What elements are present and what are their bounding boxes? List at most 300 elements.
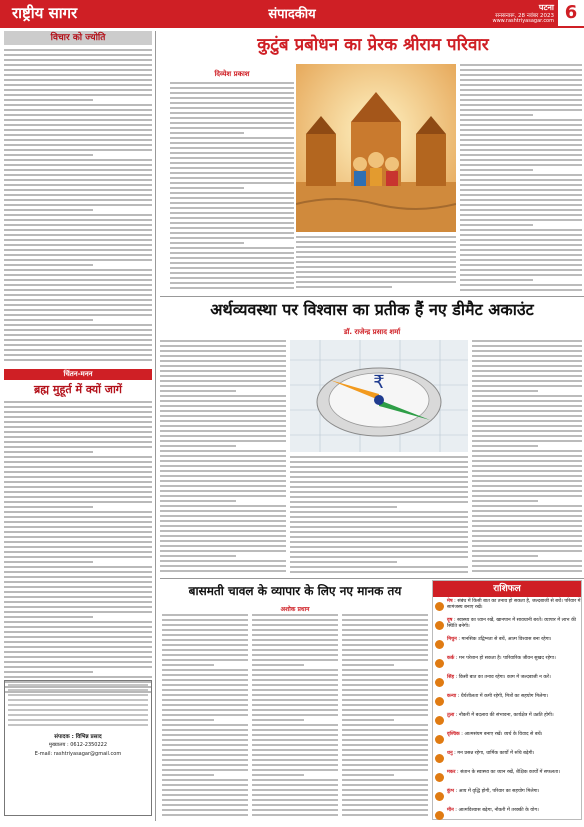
text-line	[4, 506, 93, 508]
rashifal-sign-name: कुंभ	[447, 789, 455, 794]
text-line	[160, 395, 286, 397]
text-line	[290, 551, 468, 553]
text-line	[252, 669, 338, 671]
text-line	[170, 287, 294, 289]
rashifal-prediction: आत्मविश्वास बढ़ेगा, नौकरी में तरक्की के योग।	[458, 808, 539, 813]
text-line	[170, 272, 294, 274]
text-line	[296, 281, 456, 283]
text-line	[342, 629, 428, 631]
text-line	[342, 639, 428, 641]
website-link[interactable]: www.rashtriyasagar.com	[492, 18, 554, 24]
newspaper-logo: राष्ट्रीय सागर	[12, 4, 78, 22]
text-line	[170, 147, 294, 149]
text-line	[460, 214, 582, 216]
text-line	[162, 619, 248, 621]
text-line	[160, 430, 286, 432]
zodiac-sign-icon	[435, 811, 444, 820]
text-line	[460, 94, 582, 96]
text-line	[4, 536, 152, 538]
text-line	[4, 656, 152, 658]
text-line	[4, 299, 152, 301]
text-line	[472, 500, 538, 502]
text-line	[472, 475, 582, 477]
text-line	[472, 350, 582, 352]
rashifal-sign-name: मेष	[447, 599, 453, 604]
article-1-body-col-1	[170, 82, 294, 294]
text-line	[4, 269, 152, 271]
text-line	[252, 809, 338, 811]
text-line	[460, 184, 582, 186]
zodiac-sign-icon	[435, 792, 444, 801]
text-line	[4, 149, 152, 151]
text-line	[4, 451, 93, 453]
text-line	[162, 724, 248, 726]
text-line	[170, 107, 294, 109]
text-line	[460, 284, 582, 286]
text-line	[290, 556, 468, 558]
text-line	[4, 329, 152, 331]
text-line	[460, 134, 582, 136]
text-line	[160, 370, 286, 372]
text-line	[4, 526, 152, 528]
rashifal-item: कुंभ : आय में वृद्धि होगी, परिवार का सहयोग मिलेगा।	[433, 789, 581, 806]
text-line	[162, 719, 214, 721]
text-line	[460, 229, 582, 231]
text-line	[160, 520, 286, 522]
text-line	[160, 505, 286, 507]
text-line	[162, 684, 248, 686]
text-line	[290, 561, 397, 563]
imprint-email[interactable]: E-mail: rashtriyasagar@gmail.com	[34, 751, 122, 757]
text-line	[342, 654, 428, 656]
text-line	[170, 122, 294, 124]
text-line	[472, 540, 582, 542]
text-line	[460, 89, 582, 91]
rashifal-item: वृश्चिक : आत्मसंयम बनाए रखें। व्यर्थ के विवाद से बचें।	[433, 732, 581, 749]
edition-city: पटना	[538, 3, 554, 12]
text-line	[4, 591, 152, 593]
text-line	[170, 152, 294, 154]
text-line	[342, 794, 428, 796]
text-line	[160, 475, 286, 477]
article-2-byline: डॉ. राजेन्द्र प्रसाद शर्मा	[343, 328, 401, 336]
text-line	[4, 606, 152, 608]
text-line	[162, 674, 248, 676]
page-number: 6	[558, 0, 584, 26]
text-line	[472, 425, 582, 427]
text-line	[170, 157, 294, 159]
imprint-phone: मुख्यालय : 0612-2350222	[48, 742, 108, 748]
text-line	[460, 119, 582, 121]
text-line	[4, 314, 152, 316]
text-line	[160, 350, 286, 352]
text-line	[4, 421, 152, 423]
text-line	[4, 501, 152, 503]
text-line	[342, 759, 428, 761]
text-line	[4, 571, 152, 573]
text-line	[472, 465, 582, 467]
text-line	[4, 411, 152, 413]
rashifal-list	[433, 599, 581, 825]
text-line	[4, 294, 152, 296]
text-line	[170, 112, 294, 114]
text-line	[162, 769, 248, 771]
text-line	[170, 207, 294, 209]
rashifal-prediction: स्वास्थ्य का ध्यान रखें, खानपान में सावधानी बरतें। व्यापार में लाभ की स्थिति बनेगी।	[447, 618, 576, 629]
text-line	[472, 565, 582, 567]
rashifal-prediction: आत्मसंयम बनाए रखें। व्यर्थ के विवाद से बचें।	[464, 732, 543, 737]
rashifal-prediction: मानसिक उद्विग्नता से बचें, आत्म विश्वास बना रहेगा।	[461, 637, 552, 642]
rashifal-sign-name: मीन	[447, 808, 454, 813]
text-line	[4, 99, 93, 101]
text-line	[162, 754, 248, 756]
text-line	[472, 560, 582, 562]
text-line	[252, 614, 338, 616]
text-line	[4, 319, 93, 321]
text-line	[8, 699, 148, 701]
text-line	[162, 734, 248, 736]
text-line	[170, 142, 294, 144]
text-line	[290, 466, 468, 468]
text-line	[4, 491, 152, 493]
article-2-body-under-photo	[290, 456, 468, 576]
text-line	[8, 704, 148, 706]
text-line	[460, 269, 582, 271]
article-2-body-col-3	[472, 340, 582, 576]
left-column-body	[4, 49, 152, 365]
text-line	[4, 401, 152, 403]
text-line	[460, 79, 582, 81]
text-line	[472, 390, 538, 392]
text-line	[4, 661, 152, 663]
text-line	[252, 769, 338, 771]
text-line	[472, 355, 582, 357]
text-line	[252, 639, 338, 641]
rashifal-prediction: संबंध में किसी बात का तनाव हो सकता है, जल्दबाजी से बचें। परिवार में सामंजस्य बनाए रखें।	[447, 599, 581, 610]
text-line	[170, 277, 294, 279]
text-line	[160, 510, 286, 512]
left-column-body-2	[4, 401, 152, 697]
rashifal-item: मीन : आत्मविश्वास बढ़ेगा, नौकरी में तरक्की के योग।	[433, 808, 581, 825]
text-line	[342, 689, 428, 691]
text-line	[4, 309, 152, 311]
rashifal-sign-name: कर्क	[447, 656, 455, 661]
text-line	[290, 496, 468, 498]
text-line	[160, 560, 286, 562]
ram-darbar-illustration	[296, 64, 456, 232]
text-line	[460, 159, 582, 161]
text-line	[472, 365, 582, 367]
text-line	[342, 754, 428, 756]
text-line	[472, 515, 582, 517]
rashifal-sign-name: तुला	[447, 713, 455, 718]
text-line	[290, 546, 468, 548]
text-line	[252, 629, 338, 631]
text-line	[4, 466, 152, 468]
text-line	[460, 74, 582, 76]
text-line	[252, 689, 338, 691]
text-line	[472, 455, 582, 457]
rashifal-prediction: नौकरी में बदलाव की संभावना, कार्यक्षेत्र में उन्नति होगी।	[458, 713, 554, 718]
text-line	[342, 649, 428, 651]
article-2-headline[interactable]: अर्थव्यवस्था पर विश्वास का प्रतीक हैं नए डीमैट अकाउंट	[210, 300, 534, 319]
text-line	[460, 114, 533, 116]
text-line	[4, 94, 152, 96]
text-line	[162, 614, 248, 616]
text-line	[290, 456, 468, 458]
rashifal-sign-name: सिंह	[447, 675, 455, 680]
zodiac-sign-icon	[435, 754, 444, 763]
text-line	[252, 744, 338, 746]
text-line	[170, 137, 294, 139]
text-line	[4, 446, 152, 448]
text-line	[4, 641, 152, 643]
text-line	[460, 104, 582, 106]
text-line	[4, 239, 152, 241]
text-line	[4, 566, 152, 568]
text-line	[342, 804, 428, 806]
text-line	[170, 162, 294, 164]
text-line	[4, 114, 152, 116]
text-line	[8, 719, 148, 721]
text-line	[4, 254, 152, 256]
text-line	[342, 814, 428, 816]
text-line	[162, 694, 248, 696]
text-line	[460, 274, 582, 276]
text-line	[252, 714, 338, 716]
text-line	[252, 729, 338, 731]
text-line	[4, 621, 152, 623]
text-line	[8, 684, 148, 686]
text-line	[162, 639, 248, 641]
text-line	[4, 69, 152, 71]
text-line	[160, 570, 286, 572]
text-line	[162, 779, 248, 781]
rashifal-sign-name: वृश्चिक	[447, 732, 460, 737]
zodiac-sign-icon	[435, 602, 444, 611]
text-line	[170, 237, 294, 239]
text-line	[296, 271, 456, 273]
text-line	[162, 764, 248, 766]
text-line	[170, 197, 294, 199]
text-line	[170, 177, 294, 179]
text-line	[162, 809, 248, 811]
text-line	[170, 222, 294, 224]
text-line	[342, 709, 428, 711]
text-line	[162, 629, 248, 631]
text-line	[160, 480, 286, 482]
text-line	[252, 644, 338, 646]
text-line	[162, 739, 248, 741]
text-line	[342, 694, 428, 696]
text-line	[160, 400, 286, 402]
text-line	[472, 435, 582, 437]
text-line	[4, 129, 152, 131]
text-line	[460, 224, 533, 226]
article-3-body-col-3	[342, 614, 428, 820]
text-line	[162, 759, 248, 761]
text-line	[4, 561, 93, 563]
zodiac-sign-icon	[435, 659, 444, 668]
rashifal-prediction: धैर्यशीलता में कमी रहेगी, मित्रों का सहयोग मिलेगा।	[460, 694, 549, 699]
imprint-editor: संपादक : विभिन्न प्रसाद	[54, 734, 102, 740]
text-line	[4, 481, 152, 483]
text-line	[296, 241, 456, 243]
zodiac-sign-icon	[435, 735, 444, 744]
rashifal-sign-name: कन्या	[447, 694, 457, 699]
article-3-body-col-1	[162, 614, 248, 820]
text-line	[162, 679, 248, 681]
text-line	[460, 249, 582, 251]
text-line	[4, 144, 152, 146]
text-line	[296, 276, 456, 278]
text-line	[290, 471, 468, 473]
text-line	[170, 192, 294, 194]
text-line	[472, 420, 582, 422]
section-title: संपादकीय	[268, 7, 316, 22]
text-line	[8, 714, 148, 716]
text-line	[8, 694, 148, 696]
text-line	[252, 774, 304, 776]
text-line	[4, 189, 152, 191]
text-line	[460, 154, 582, 156]
text-line	[4, 676, 152, 678]
text-line	[162, 699, 248, 701]
text-line	[252, 624, 338, 626]
text-line	[160, 440, 286, 442]
text-line	[170, 102, 294, 104]
text-line	[472, 370, 582, 372]
text-line	[162, 774, 214, 776]
text-line	[460, 144, 582, 146]
text-line	[252, 764, 338, 766]
text-line	[4, 104, 152, 106]
text-line	[170, 117, 294, 119]
text-line	[4, 546, 152, 548]
text-line	[170, 87, 294, 89]
text-line	[4, 119, 152, 121]
text-line	[460, 234, 582, 236]
text-line	[472, 360, 582, 362]
rashifal-item: कन्या : धैर्यशीलता में कमी रहेगी, मित्रों का सहयोग मिलेगा।	[433, 694, 581, 711]
text-line	[160, 365, 286, 367]
text-line	[472, 440, 582, 442]
text-line	[170, 267, 294, 269]
column-divider	[155, 31, 156, 821]
text-line	[472, 470, 582, 472]
edition-date: सनसनारू, 28 नवंबर 2023	[495, 13, 554, 19]
zodiac-sign-icon	[435, 621, 444, 630]
text-line	[162, 729, 248, 731]
text-line	[162, 659, 248, 661]
text-line	[4, 259, 152, 261]
text-line	[4, 279, 152, 281]
text-line	[160, 465, 286, 467]
text-line	[4, 556, 152, 558]
text-line	[170, 242, 244, 244]
text-line	[296, 246, 456, 248]
text-line	[252, 754, 338, 756]
text-line	[342, 704, 428, 706]
rashifal-item: कर्क : मन परेशान हो सकता है। पारिवारिक जीवन सुखद रहेगा।	[433, 656, 581, 673]
text-line	[4, 179, 152, 181]
text-line	[4, 426, 152, 428]
text-line	[296, 256, 456, 258]
text-line	[160, 445, 236, 447]
text-line	[4, 199, 152, 201]
text-line	[4, 264, 93, 266]
text-line	[4, 354, 152, 356]
text-line	[170, 232, 294, 234]
text-line	[4, 169, 152, 171]
text-line	[290, 506, 397, 508]
text-line	[4, 124, 152, 126]
text-line	[290, 511, 468, 513]
rashifal-sign-name: मकर	[447, 770, 456, 775]
zodiac-sign-icon	[435, 697, 444, 706]
text-line	[4, 244, 152, 246]
text-line	[342, 684, 428, 686]
rashifal-box	[432, 580, 582, 820]
text-line	[252, 739, 338, 741]
text-line	[160, 515, 286, 517]
text-line	[170, 182, 294, 184]
text-line	[460, 124, 582, 126]
compass-rupee-illustration	[290, 340, 468, 452]
text-line	[4, 164, 152, 166]
text-line	[160, 375, 286, 377]
text-line	[4, 531, 152, 533]
rashifal-item: मेष : संबंध में किसी बात का तनाव हो सकता है, जल्दबाजी से बचें। परिवार में सामंजस्य बनाए रखें।	[433, 599, 581, 616]
text-line	[162, 784, 248, 786]
article-1-body-col-3	[460, 64, 582, 294]
text-line	[4, 289, 152, 291]
text-line	[160, 405, 286, 407]
text-line	[160, 460, 286, 462]
text-line	[170, 217, 294, 219]
text-line	[4, 304, 152, 306]
article-3-headline[interactable]: बासमती चावल के व्यापार के लिए नए मानक तय	[188, 584, 402, 598]
text-line	[4, 219, 152, 221]
article-2-body-col-1	[160, 340, 286, 576]
text-line	[170, 132, 244, 134]
article-1-headline[interactable]: कुटुंब प्रबोधन का प्रेरक श्रीराम परिवार	[257, 35, 489, 55]
text-line	[342, 624, 428, 626]
text-line	[160, 385, 286, 387]
text-line	[252, 664, 304, 666]
text-line	[290, 566, 468, 568]
text-line	[342, 784, 428, 786]
text-line	[252, 814, 338, 816]
text-line	[290, 461, 468, 463]
text-line	[342, 644, 428, 646]
text-line	[4, 184, 152, 186]
text-line	[472, 525, 582, 527]
masthead	[0, 0, 584, 26]
text-line	[160, 535, 286, 537]
text-line	[460, 164, 582, 166]
text-line	[342, 734, 428, 736]
text-line	[252, 749, 338, 751]
text-line	[290, 571, 468, 573]
text-line	[162, 664, 214, 666]
text-line	[460, 174, 582, 176]
text-line	[460, 279, 533, 281]
rashifal-sign-name: वृष	[447, 618, 453, 623]
text-line	[4, 224, 152, 226]
text-line	[472, 430, 582, 432]
text-line	[296, 286, 392, 288]
